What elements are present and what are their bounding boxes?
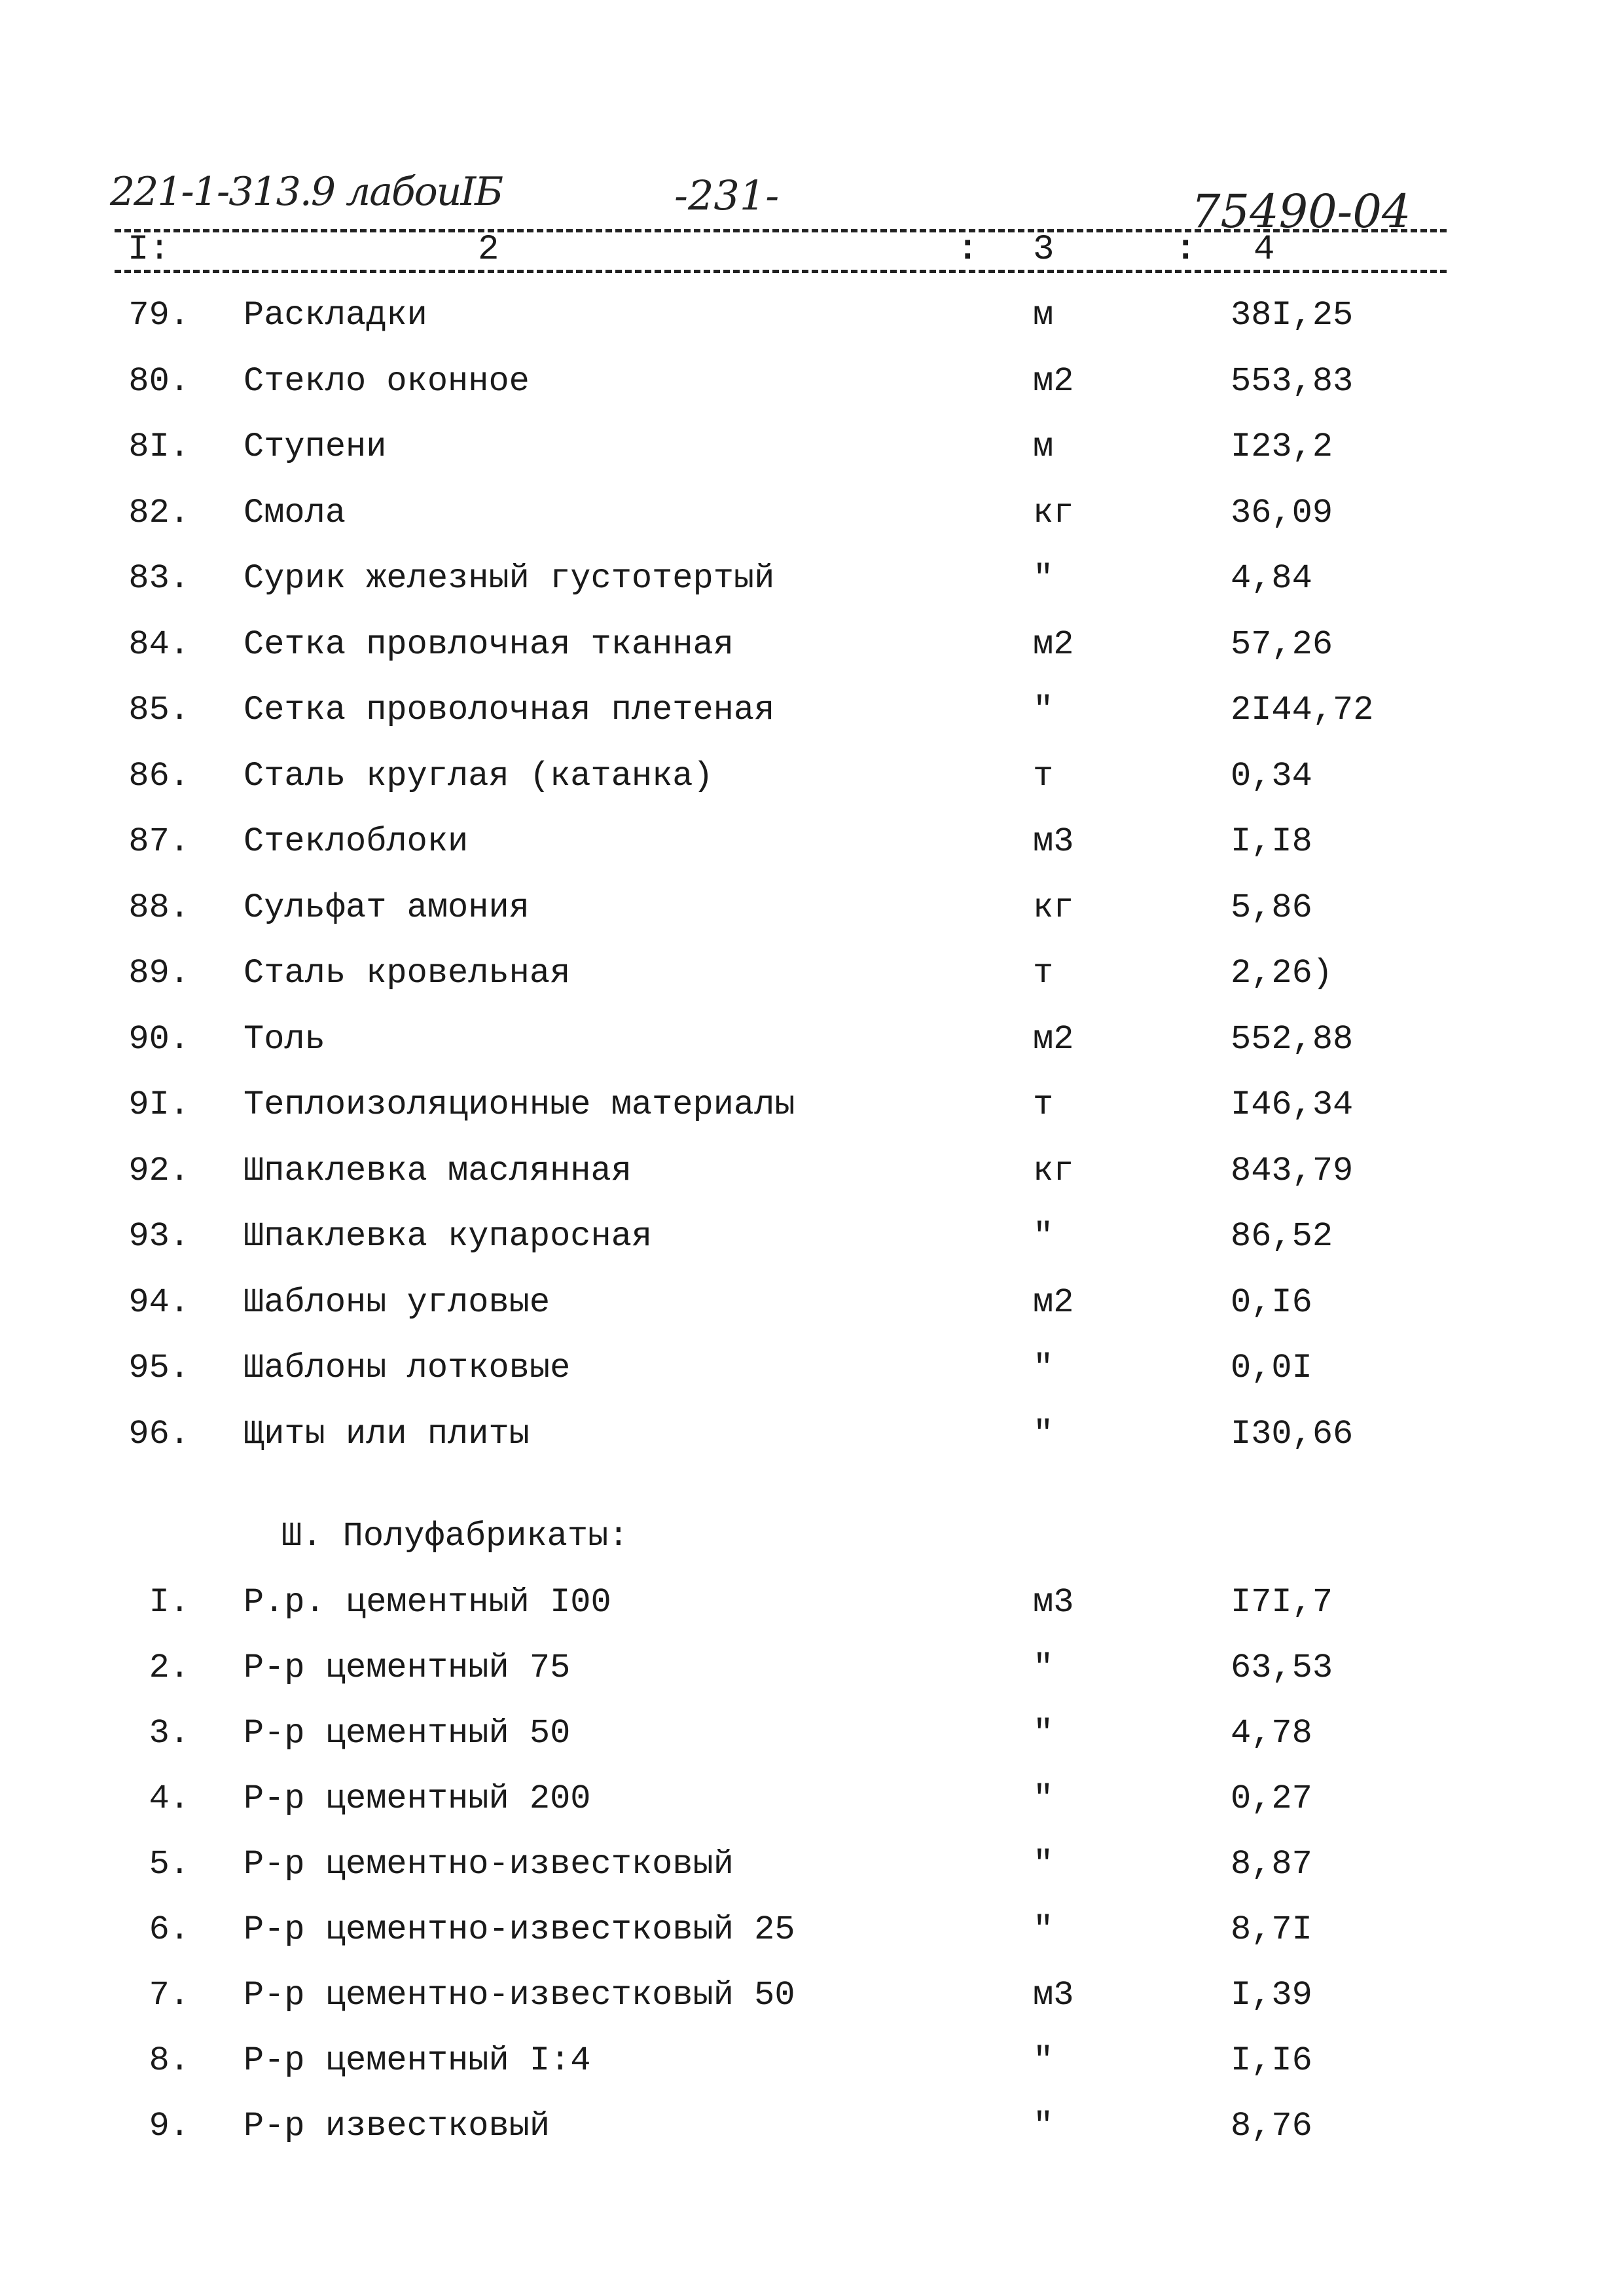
item-unit: м3: [1033, 1583, 1074, 1622]
row-number: 7.: [149, 1976, 190, 2014]
row-number: 93.: [128, 1217, 190, 1256]
item-name: Сетка проволочная плетеная: [244, 691, 775, 729]
table-row: [0, 1976, 1624, 2041]
column-number-3: 3: [1033, 230, 1055, 270]
item-unit: ": [1033, 2107, 1054, 2145]
item-name: Стеклоблоки: [244, 822, 469, 861]
section-title: Ш. Полуфабрикаты:: [281, 1517, 629, 1556]
table-row: [0, 2107, 1624, 2172]
table-row: [0, 1583, 1624, 1649]
item-quantity: 8,87: [1231, 1845, 1312, 1884]
table-row: [0, 1910, 1624, 1976]
item-unit: ": [1033, 559, 1054, 598]
column-separator: :: [957, 230, 979, 270]
item-unit: ": [1033, 2041, 1054, 2080]
item-name: Р-р цементный I:4: [244, 2041, 591, 2080]
table-row: [0, 559, 1624, 625]
item-name: Р-р цементно-известковый 25: [244, 1910, 795, 1949]
item-name: Ступени: [244, 428, 387, 466]
column-number-2: 2: [478, 230, 499, 270]
table-row: [0, 296, 1624, 361]
table-row: [0, 1779, 1624, 1845]
table-row: [0, 1217, 1624, 1283]
row-number: 9.: [149, 2107, 190, 2145]
item-unit: м: [1033, 296, 1054, 335]
item-quantity: 0,34: [1231, 756, 1312, 795]
item-unit: ": [1033, 1714, 1054, 1753]
item-quantity: 86,52: [1231, 1217, 1333, 1256]
item-name: Р-р известковый: [244, 2107, 550, 2145]
item-name: Р-р цементный 50: [244, 1714, 571, 1753]
item-quantity: I,I8: [1231, 822, 1312, 861]
item-unit: ": [1033, 1779, 1054, 1818]
row-number: 90.: [128, 1019, 190, 1059]
handwritten-code-note: 221-1-313.9 лабоиІБ: [110, 169, 503, 215]
table-row: [0, 428, 1624, 493]
item-quantity: I30,66: [1231, 1414, 1354, 1453]
item-unit: ": [1033, 1349, 1054, 1387]
document-number: 75490-04: [1191, 185, 1411, 238]
row-number: 85.: [128, 691, 190, 729]
item-unit: т: [1033, 756, 1054, 795]
table-row: [0, 888, 1624, 954]
item-name: Шаблоны угловые: [244, 1283, 550, 1322]
row-number: 8.: [149, 2041, 190, 2080]
item-name: Сетка провлочная тканная: [244, 625, 734, 664]
table-row: [0, 1283, 1624, 1349]
item-unit: кг: [1033, 493, 1074, 532]
item-unit: м3: [1033, 1976, 1074, 2014]
item-unit: ": [1033, 1910, 1054, 1949]
item-quantity: I,39: [1231, 1976, 1312, 2014]
table-row: [0, 494, 1624, 559]
table-row: [0, 625, 1624, 691]
row-number: 87.: [128, 822, 190, 861]
table-row: [0, 1085, 1624, 1151]
row-number: 89.: [128, 954, 190, 993]
item-unit: м2: [1033, 1019, 1074, 1059]
row-number: 79.: [128, 296, 190, 335]
row-number: 5.: [149, 1845, 190, 1884]
table-row: [0, 1714, 1624, 1779]
row-number: 84.: [128, 625, 190, 664]
item-name: Щиты или плиты: [244, 1414, 530, 1453]
item-name: Р-р цементно-известковый: [244, 1845, 734, 1884]
item-unit: кг: [1033, 888, 1074, 927]
item-name: Сурик железный густотертый: [244, 559, 775, 598]
row-number: 2.: [149, 1649, 190, 1687]
item-quantity: 553,83: [1231, 361, 1354, 401]
table-row: [0, 1649, 1624, 1714]
item-unit: м2: [1033, 625, 1074, 664]
item-unit: ": [1033, 1649, 1054, 1687]
item-name: Сталь кровельная: [244, 954, 571, 993]
item-quantity: 2I44,72: [1231, 691, 1374, 729]
row-number: 8I.: [128, 428, 190, 466]
item-quantity: 8,76: [1231, 2107, 1312, 2145]
row-number: 88.: [128, 888, 190, 927]
item-quantity: I7I,7: [1231, 1583, 1333, 1622]
item-name: Смола: [244, 493, 346, 532]
row-number: 6.: [149, 1910, 190, 1949]
item-quantity: 2,26): [1231, 954, 1333, 993]
header-dashed-line-top: [115, 229, 1447, 232]
item-unit: кг: [1033, 1151, 1074, 1190]
column-separator: :: [1175, 230, 1197, 270]
item-name: Р-р цементно-известковый 50: [244, 1976, 795, 2014]
row-number: 3.: [149, 1714, 190, 1753]
item-quantity: 552,88: [1231, 1019, 1354, 1059]
item-quantity: 4,84: [1231, 559, 1312, 598]
item-unit: м2: [1033, 1283, 1074, 1322]
row-number: 80.: [128, 361, 190, 401]
column-number-1: I:: [128, 230, 170, 270]
item-name: Шпаклевка купаросная: [244, 1217, 653, 1256]
table-row: [0, 1845, 1624, 1910]
item-unit: ": [1033, 1414, 1054, 1453]
table-row: [0, 954, 1624, 1019]
item-name: Шаблоны лотковые: [244, 1349, 571, 1387]
item-unit: м: [1033, 428, 1054, 466]
row-number: 9I.: [128, 1085, 190, 1124]
item-unit: ": [1033, 691, 1054, 729]
item-unit: м3: [1033, 822, 1074, 861]
item-unit: ": [1033, 1217, 1054, 1256]
item-name: Р-р цементный 200: [244, 1779, 591, 1818]
table-row: [0, 1349, 1624, 1414]
item-name: Сульфат амония: [244, 888, 530, 927]
table-row: [0, 691, 1624, 756]
table-row: [0, 757, 1624, 822]
row-number: 96.: [128, 1414, 190, 1453]
item-quantity: 38I,25: [1231, 296, 1354, 335]
row-number: 82.: [128, 493, 190, 532]
item-quantity: 8,7I: [1231, 1910, 1312, 1949]
item-unit: т: [1033, 1085, 1054, 1124]
table-row: [0, 822, 1624, 888]
item-quantity: 0,27: [1231, 1779, 1312, 1818]
item-unit: т: [1033, 954, 1054, 993]
row-number: 94.: [128, 1283, 190, 1322]
row-number: 86.: [128, 756, 190, 795]
item-quantity: 0,0I: [1231, 1349, 1312, 1387]
page-number: -231-: [674, 172, 780, 219]
item-name: Шпаклевка маслянная: [244, 1151, 632, 1190]
column-number-4: 4: [1254, 230, 1275, 270]
item-name: Сталь круглая (катанка): [244, 756, 713, 795]
table-row: [0, 362, 1624, 428]
table-row: [0, 1020, 1624, 1085]
item-quantity: 5,86: [1231, 888, 1312, 927]
item-name: Теплоизоляционные материалы: [244, 1085, 795, 1124]
item-quantity: 843,79: [1231, 1151, 1354, 1190]
item-quantity: 63,53: [1231, 1649, 1333, 1687]
item-quantity: 0,I6: [1231, 1283, 1312, 1322]
row-number: 95.: [128, 1349, 190, 1387]
item-quantity: I46,34: [1231, 1085, 1354, 1124]
item-quantity: 57,26: [1231, 625, 1333, 664]
row-number: 83.: [128, 559, 190, 598]
item-name: Стекло оконное: [244, 361, 530, 401]
table-row: [0, 1415, 1624, 1480]
row-number: 92.: [128, 1151, 190, 1190]
item-quantity: 4,78: [1231, 1714, 1312, 1753]
item-name: Р-р цементный 75: [244, 1649, 571, 1687]
item-quantity: 36,09: [1231, 493, 1333, 532]
item-quantity: I23,2: [1231, 428, 1333, 466]
row-number: 4.: [149, 1779, 190, 1818]
item-name: Р.р. цементный I00: [244, 1583, 611, 1622]
item-unit: ": [1033, 1845, 1054, 1884]
table-row: [0, 1152, 1624, 1217]
table-row: [0, 2041, 1624, 2107]
row-number: I.: [149, 1583, 190, 1622]
item-quantity: I,I6: [1231, 2041, 1312, 2080]
item-name: Толь: [244, 1019, 325, 1059]
item-name: Раскладки: [244, 296, 427, 335]
header-dashed-line-bottom: [115, 270, 1447, 273]
item-unit: м2: [1033, 361, 1074, 401]
